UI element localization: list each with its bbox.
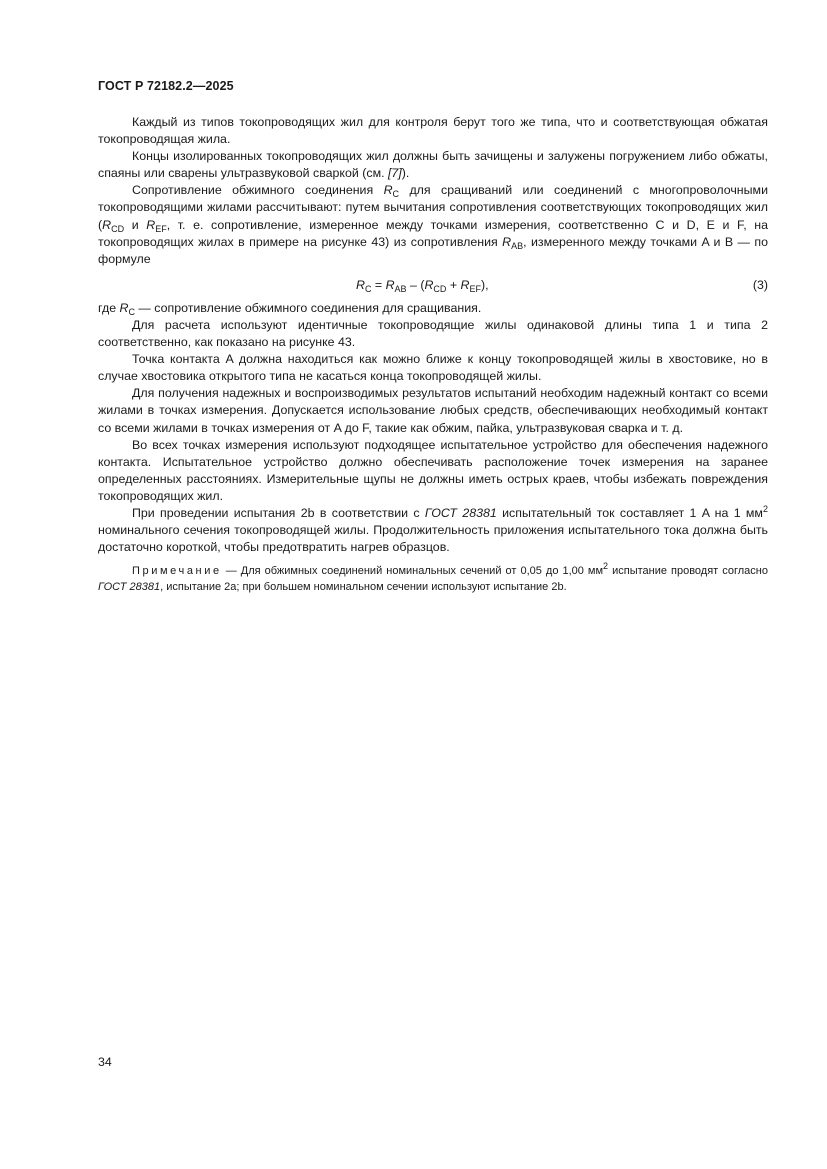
reference-7: [7] (387, 166, 402, 181)
symbol-r: R (146, 217, 156, 232)
note-superscript-2: 2 (603, 561, 609, 572)
paragraph-1: Каждый из типов токопроводящих жил для контроля берут того же типа, что и соответствующая обжатая токопроводящая жила. (98, 115, 768, 147)
subscript-cd: CD (433, 283, 447, 294)
paragraph-7: Во всех точках измерения используют подходящее испытательное устройство для обеспечения надежного контакта. Испытательное устройство должно обеспечивать расположение точек измерения на заранее определенных расстояниях. Измерительные щупы не должны иметь острых краев, чтобы избежать повреждения токопроводящих жил. (98, 437, 768, 503)
note-text-b: испытание проводят согласно (608, 565, 768, 578)
note-label: Примечание (132, 565, 222, 578)
symbol-r: R (502, 234, 512, 249)
formula-number: (3) (752, 277, 768, 292)
paragraph-8 (98, 505, 768, 556)
subscript-ef: EF (155, 223, 167, 234)
formula-plus: + (446, 277, 461, 292)
symbol-r: R (424, 277, 434, 292)
paragraph-5: Точка контакта A должна находиться как можно ближе к концу токопроводящей жилы в хвостовике, но в случае хвостовика открытого типа не касаться конца токопроводящей жилы. (98, 352, 768, 384)
formula-expression (356, 277, 489, 294)
note-reference-gost-28381: ГОСТ 28381 (98, 580, 161, 593)
note-text-c: , испытание 2a; при большем номинальном сечении используют испытание 2b. (160, 580, 567, 593)
paragraph-3-text-a: Сопротивление обжимного соединения (132, 183, 384, 198)
paragraph-6: Для получения надежных и воспроизводимых результатов испытаний необходим надежный контакт со всеми жилами в точках измерения. Допускается использование любых средств, обеспечивающих необходимый контакт со всеми жилами в точках измерения от A до F, такие как обжим, пайка, ультразвуковая сварка и т. д. (98, 386, 768, 435)
subscript-ab: AB (394, 283, 407, 294)
paragraph-3 (98, 182, 768, 267)
subscript-ab: AB (511, 240, 524, 251)
subscript-c: C (364, 283, 372, 294)
subscript-c: C (128, 306, 135, 317)
paragraph-3-text-d: , т. е. сопротивление, измеренное между точками измерения, соответственно C и D, E и F, на токопроводящих жилах в примере на рисунке 43) из сопротивления (98, 217, 768, 249)
paragraph-3-text-e: , измеренного между точками A и B — по формуле (98, 234, 768, 266)
paragraph-4: Для расчета используют идентичные токопроводящие жилы одинаковой длины типа 1 и типа 2 соответственно, как показано на рисунке 43. (98, 317, 768, 350)
subscript-cd: CD (111, 223, 125, 234)
symbol-r: R (119, 300, 129, 315)
symbol-r: R (385, 277, 395, 292)
subscript-c: C (392, 189, 400, 200)
symbol-r: R (102, 217, 112, 232)
paragraph-8-text-c: номинального сечения токопроводящей жилы. Продолжительность приложения испытательного тока должна быть достаточно короткой, чтобы предотвратить нагрев образцов. (98, 523, 768, 555)
formula-close: ), (481, 277, 489, 292)
formula-3 (98, 270, 768, 300)
document-body (98, 114, 768, 595)
note (98, 561, 768, 595)
paragraph-2-text-a: Концы изолированных токопроводящих жил должны быть зачищены и залужены погружением либо обжаты, спаяны или сварены ультразвуковой сваркой (см. (98, 149, 768, 181)
subscript-ef: EF (469, 283, 481, 294)
paragraph-3-text-c: и (124, 217, 147, 232)
note-text-a: — Для обжимных соединений номинальных сечений от 0,05 до 1,00 мм (221, 565, 604, 578)
page-number: 34 (98, 1055, 112, 1069)
reference-gost-28381: ГОСТ 28381 (424, 505, 497, 520)
paragraph-8-text-b: испытательный ток составляет 1 A на 1 мм (496, 505, 763, 520)
symbol-r: R (460, 277, 470, 292)
formula-where (98, 300, 768, 317)
symbol-r: R (383, 183, 393, 198)
formula-eq: = (371, 277, 386, 292)
paragraph-3-text-b: для сращиваний или соединений с многопроволочными токопроводящими жилами рассчитывают: путем вычитания сопротивления соответствующих токопроводящих жил ( (98, 183, 768, 232)
paragraph-2-text-b: ). (401, 166, 410, 181)
paragraph-2 (98, 148, 768, 182)
paragraph-8-text-a: При проведении испытания 2b в соответствии с (132, 505, 425, 520)
superscript-2: 2 (762, 503, 768, 514)
document-header: ГОСТ Р 72182.2—2025 (98, 79, 234, 93)
formula-minus-open: – ( (406, 277, 425, 292)
where-text-b: — сопротивление обжимного соединения для сращивания. (134, 300, 482, 315)
symbol-r: R (356, 277, 365, 292)
where-text-a: где (98, 300, 120, 315)
